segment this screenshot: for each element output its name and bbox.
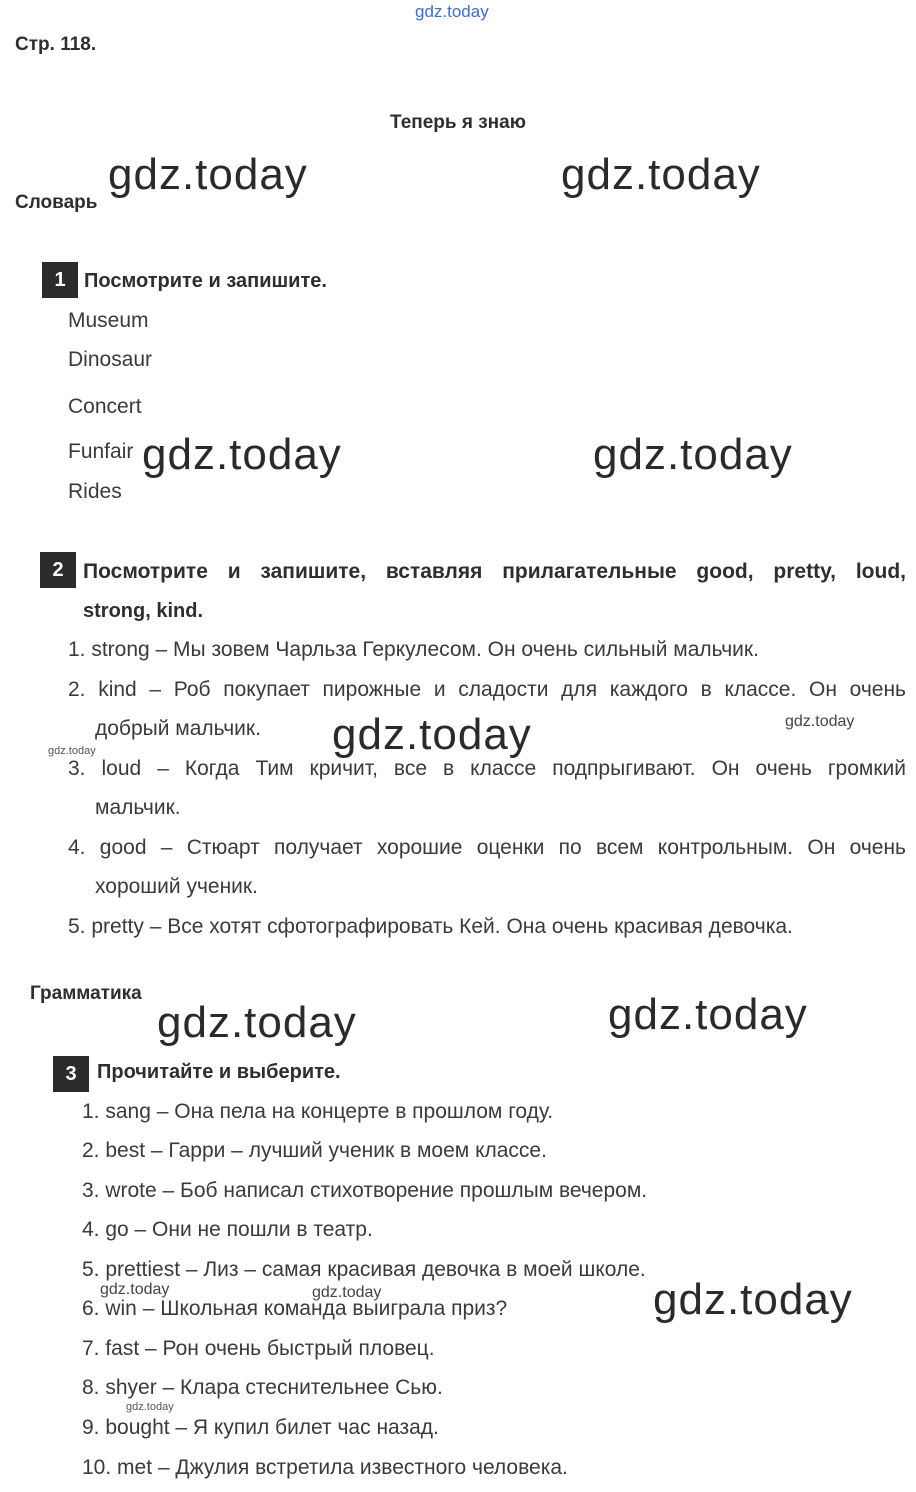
vocab-word: Dinosaur <box>68 348 153 371</box>
watermark: gdz.today <box>142 430 342 479</box>
answer-line: 2. best – Гарри – лучший ученик в моем классе. <box>82 1139 547 1162</box>
task-number-badge: 1 <box>42 262 78 298</box>
task-number-badge: 3 <box>53 1056 89 1092</box>
vocab-word: Rides <box>68 480 122 503</box>
answer-line-continued: добрый мальчик. <box>95 717 261 740</box>
page-number: Стр. 118. <box>15 34 97 55</box>
watermark: gdz.today <box>157 998 357 1047</box>
watermark: gdz.today <box>653 1275 853 1324</box>
answer-line-continued: хороший ученик. <box>95 875 258 898</box>
answer-line: 6. win – Школьная команда выиграла приз? <box>82 1297 508 1320</box>
task-title: Посмотрите и запишите, вставляя прилагательные good, pretty, loud, <box>83 560 906 583</box>
section-heading-vocabulary: Словарь <box>15 192 98 213</box>
watermark: gdz.today <box>48 745 96 757</box>
vocab-word: Funfair <box>68 440 134 463</box>
watermark: gdz.today <box>100 1281 170 1298</box>
answer-line: 3. wrote – Боб написал стихотворение прошлым вечером. <box>82 1179 648 1202</box>
answer-line: 5. pretty – Все хотят сфотографировать Кей. Она очень красивая девочка. <box>68 915 793 938</box>
vocab-word: Concert <box>68 395 142 418</box>
watermark: gdz.today <box>785 713 855 730</box>
watermark: gdz.today <box>561 150 761 199</box>
watermark: gdz.today <box>332 710 532 759</box>
answer-line: 1. strong – Мы зовем Чарльза Геркулесом. Он очень сильный мальчик. <box>68 638 759 661</box>
answer-line: 3. loud – Когда Тим кричит, все в классе подпрыгивают. Он очень громкий <box>68 757 906 780</box>
answer-line: 4. go – Они не пошли в театр. <box>82 1218 373 1241</box>
watermark: gdz.today <box>608 990 808 1039</box>
answer-line: 4. good – Стюарт получает хорошие оценки по всем контрольным. Он очень <box>68 836 906 859</box>
task-title: Прочитайте и выберите. <box>97 1061 341 1083</box>
watermark-top: gdz.today <box>415 2 489 21</box>
watermark: gdz.today <box>312 1284 382 1301</box>
watermark: gdz.today <box>126 1401 174 1413</box>
vocab-word: Museum <box>68 309 149 332</box>
task-title: Посмотрите и запишите. <box>84 270 327 292</box>
answer-line: 9. bought – Я купил билет час назад. <box>82 1416 439 1439</box>
answer-line: 7. fast – Рон очень быстрый пловец. <box>82 1337 435 1360</box>
task-title-continued: strong, kind. <box>83 600 203 622</box>
answer-line: 2. kind – Роб покупает пирожные и сладости для каждого в классе. Он очень <box>68 678 906 701</box>
answer-line-continued: мальчик. <box>95 796 181 819</box>
task-number-badge: 2 <box>40 552 76 588</box>
watermark: gdz.today <box>593 430 793 479</box>
answer-line: 5. prettiest – Лиз – самая красивая девочка в моей школе. <box>82 1258 646 1281</box>
watermark: gdz.today <box>108 150 308 199</box>
answer-line: 10. met – Джулия встретила известного человека. <box>82 1456 568 1479</box>
answer-line: 8. shyer – Клара стеснительнее Сью. <box>82 1376 443 1399</box>
section-heading-grammar: Грамматика <box>30 983 142 1004</box>
page-title: Теперь я знаю <box>390 112 526 133</box>
answer-line: 1. sang – Она пела на концерте в прошлом году. <box>82 1100 554 1123</box>
